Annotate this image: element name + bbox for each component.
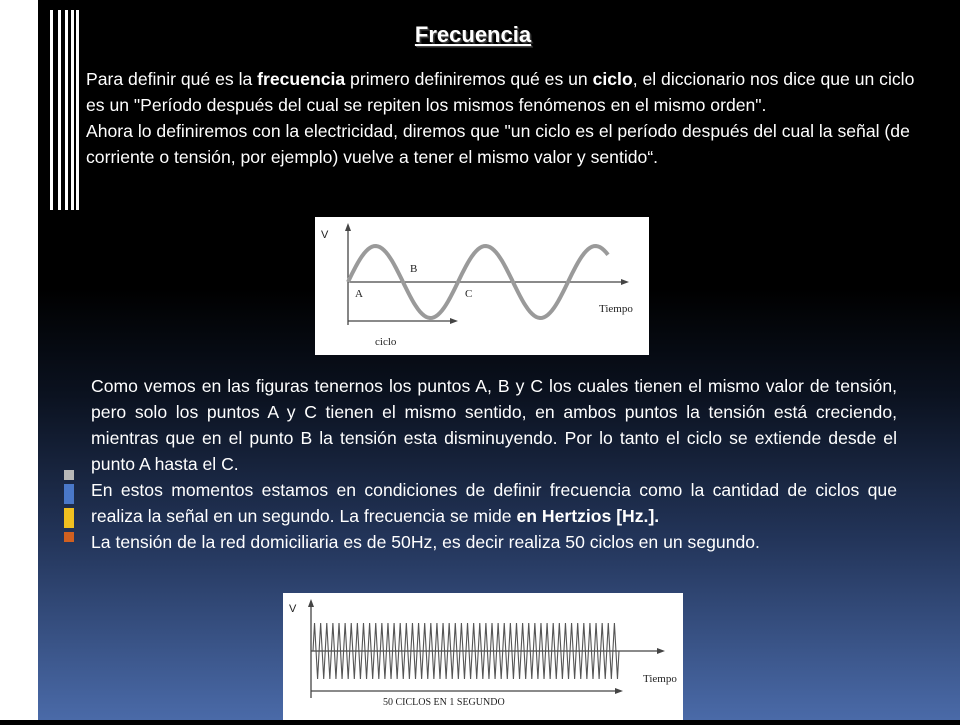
color-bar-yellow — [64, 508, 74, 528]
point-a-label: A — [355, 288, 363, 300]
sine-wave-graphic — [315, 217, 649, 355]
time-axis-arrow — [621, 279, 629, 285]
slide-title: Frecuencia — [414, 22, 532, 47]
bold-hertzios: en Hertzios [Hz.]. — [516, 506, 660, 526]
fifty-cycles-figure — [283, 593, 683, 720]
text-segment: primero definiremos qué es un — [345, 69, 593, 89]
points-explanation-text: Como vemos en las figuras tenernos los puntos A, B y C los cuales tienen el mismo valor de tensión, pero solo los puntos A y C tienen el mismo sentido, en ambos puntos la tensión está creciendo, mientras que en el punto B la tensión esta disminuyendo. Por lo tanto el ciclo se extiende desde el punto A hasta el C. — [91, 376, 897, 474]
time-axis-label: Tiempo — [643, 673, 677, 685]
color-bar-orange — [64, 532, 74, 542]
v-axis-arrow — [345, 223, 351, 231]
bold-ciclo: ciclo — [592, 69, 633, 89]
frequency-definition-text — [91, 477, 897, 529]
point-c-label: C — [465, 288, 473, 300]
color-bar-gray — [64, 470, 74, 480]
time-axis-arrow — [657, 648, 665, 654]
mains-frequency-text: La tensión de la red domiciliaria es de 50Hz, es decir realiza 50 ciclos en un segundo. — [91, 532, 760, 552]
time-axis-label: Tiempo — [599, 303, 633, 315]
fifty-cycle-waveform — [313, 623, 619, 679]
v-axis-arrow — [308, 599, 314, 607]
fifty-cycles-caption: 50 CICLOS EN 1 SEGUNDO — [383, 697, 505, 708]
text-segment: , el diccionario nos dice que un ciclo es un "Período después del cual se repiten los mismos fenómenos en el mismo orden". — [86, 69, 915, 115]
text-segment: Para definir qué es la — [86, 69, 258, 89]
cycle-definition-text — [86, 66, 916, 118]
electric-cycle-text: Ahora lo definiremos con la electricidad, diremos que "un ciclo es el período después del cual la señal (de corriente o tensión, por ejemplo) vuelve a tener el mismo valor y sentido“. — [86, 121, 910, 167]
second-span-arrow — [615, 688, 623, 694]
explanation-paragraph — [91, 373, 897, 555]
color-bar-blue — [64, 484, 74, 504]
bold-frecuencia: frecuencia — [257, 69, 346, 89]
sine-wave-figure — [315, 217, 649, 355]
left-white-strip — [0, 0, 38, 720]
cycle-span-arrow — [450, 318, 458, 324]
intro-paragraph — [86, 66, 916, 170]
cycle-label: ciclo — [375, 336, 397, 348]
point-b-label: B — [410, 263, 418, 275]
v-axis-label: V — [289, 603, 297, 615]
text-segment: En estos momentos estamos en condiciones de definir frecuencia como la cantidad de ciclos que realiza la señal en un segundo. La frecuencia se mide — [91, 480, 897, 526]
v-axis-label: V — [321, 229, 329, 241]
